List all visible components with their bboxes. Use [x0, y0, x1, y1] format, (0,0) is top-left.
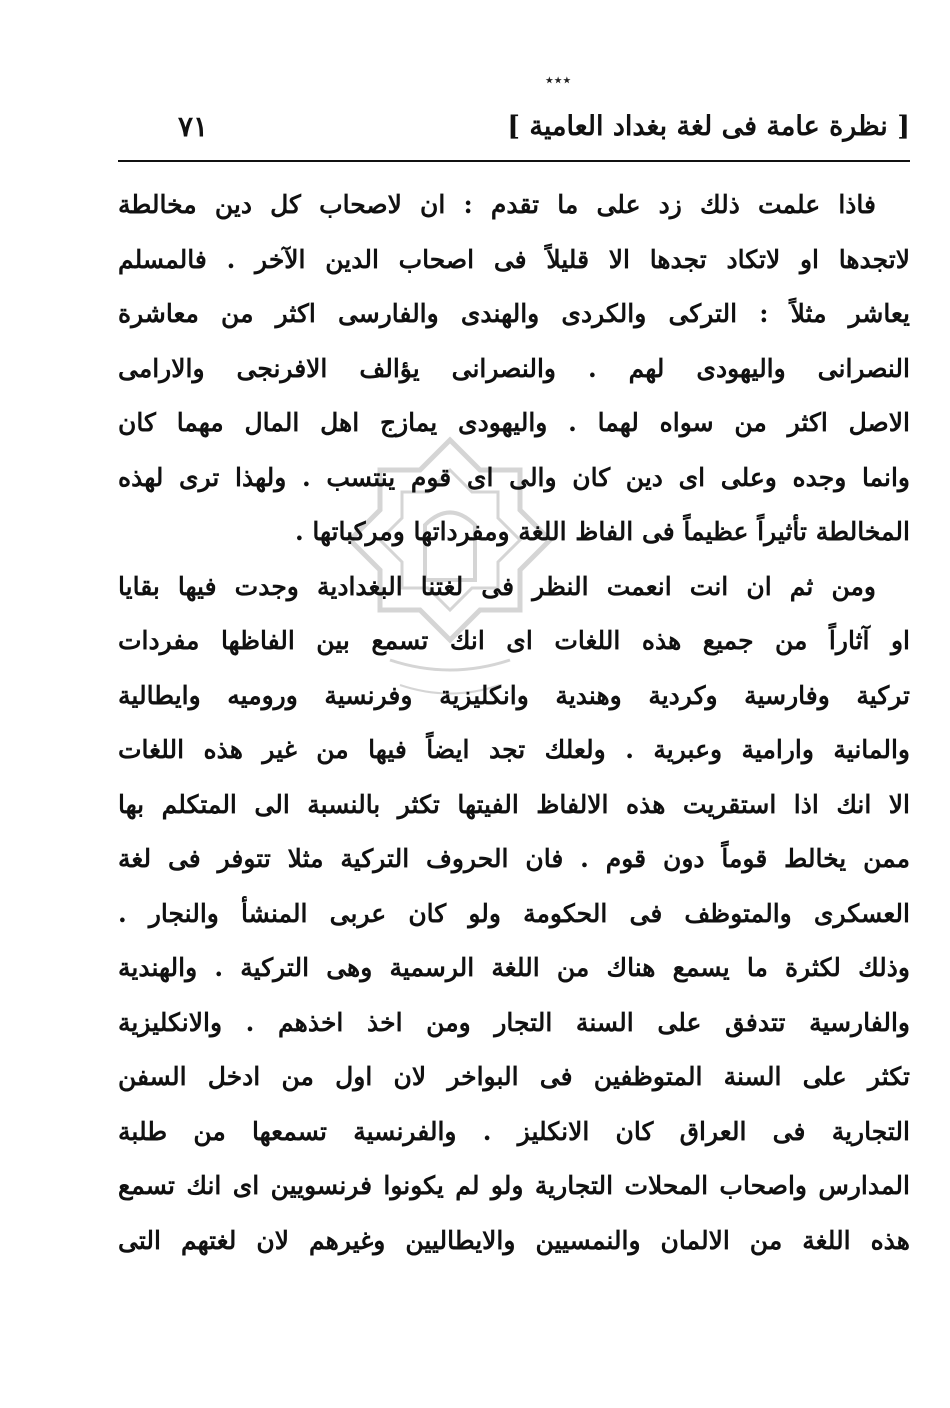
text-line: يعاشر مثلاً : التركى والكردى والهندى والفارسى اكثر من معاشرة: [118, 299, 910, 328]
body-text: [118, 178, 910, 1268]
text-line: النصرانى واليهودى لهم . والنصرانى يؤالف الافرنجى والارامى: [118, 353, 910, 383]
text-line: والفارسية تتدفق على السنة التجار ومن اخذ اخذهم . والانكليزية: [118, 1007, 910, 1037]
text-line: ممن يخالط قوماً دون قوم . فان الحروف التركية مثلا تتوفر فى لغة: [118, 844, 910, 873]
header-ornament: ٭٭٭: [545, 70, 572, 89]
text-line: ومن ثم ان انت انعمت النظر فى لغتنا البغدادية وجدت فيها بقايا: [118, 571, 876, 601]
text-line: المدارس واصحاب المحلات التجارية ولو لم يكونوا فرنسويين اى انك تسمع: [118, 1171, 910, 1200]
page-number: ٧١: [178, 109, 209, 143]
page-header: [118, 100, 910, 152]
paragraph: [118, 560, 910, 1269]
text-line: العسكرى والمتوظف فى الحكومة ولو كان عربى المنشأ والنجار .: [118, 898, 910, 928]
text-line: وذلك لكثرة ما يسمع هناك من اللغة الرسمية وهى التركية . والهندية: [118, 953, 910, 982]
text-line: الاصل اكثر من سواه لهما . واليهودى يمازج اهل المال مهما كان: [118, 408, 910, 437]
text-line: الا انك اذا استقريت هذه الالفاظ الفيتها تكثر بالنسبة الى المتكلم بها: [118, 789, 910, 819]
text-line: وانما وجده وعلى اى دين كان والى اى قوم ينتسب . ولهذا ترى لهذه: [118, 462, 910, 492]
header-rule: [118, 160, 910, 162]
text-line: هذه اللغة من الالمان والنمسيين والايطاليين وغيرهم لان لغتهم التى: [118, 1225, 910, 1255]
text-line: تكثر على السنة المتوظفين فى البواخر لان اول من ادخل السفن: [118, 1062, 910, 1091]
text-line: والمانية وارامية وعبرية . ولعلك تجد ايضاً فيها من غير هذه اللغات: [118, 735, 910, 764]
text-line: التجارية فى العراق كان الانكليز . والفرنسية تسمعها من طلبة: [118, 1116, 910, 1146]
text-line: المخالطة تأثيراً عظيماً فى الفاظ اللغة ومفرداتها ومركباتها .: [294, 517, 910, 546]
running-title: [ نظرة عامة فى لغة بغداد العامية ]: [507, 110, 910, 142]
text-line: او آثاراً من جميع هذه اللغات اى انك تسمع بين الفاظها مفردات: [118, 626, 910, 655]
text-line: لاتجدها او لاتكاد تجدها الا قليلاً فى اصحاب الدين الآخر . فالمسلم: [118, 244, 910, 274]
paragraph: [118, 178, 910, 560]
text-line: فاذا علمت ذلك زد على ما تقدم : ان لاصحاب كل دين مخالطة: [118, 190, 876, 219]
text-line: تركية وفارسية وكردية وهندية وانكليزية وفرنسية وروميه وايطالية: [118, 680, 910, 710]
